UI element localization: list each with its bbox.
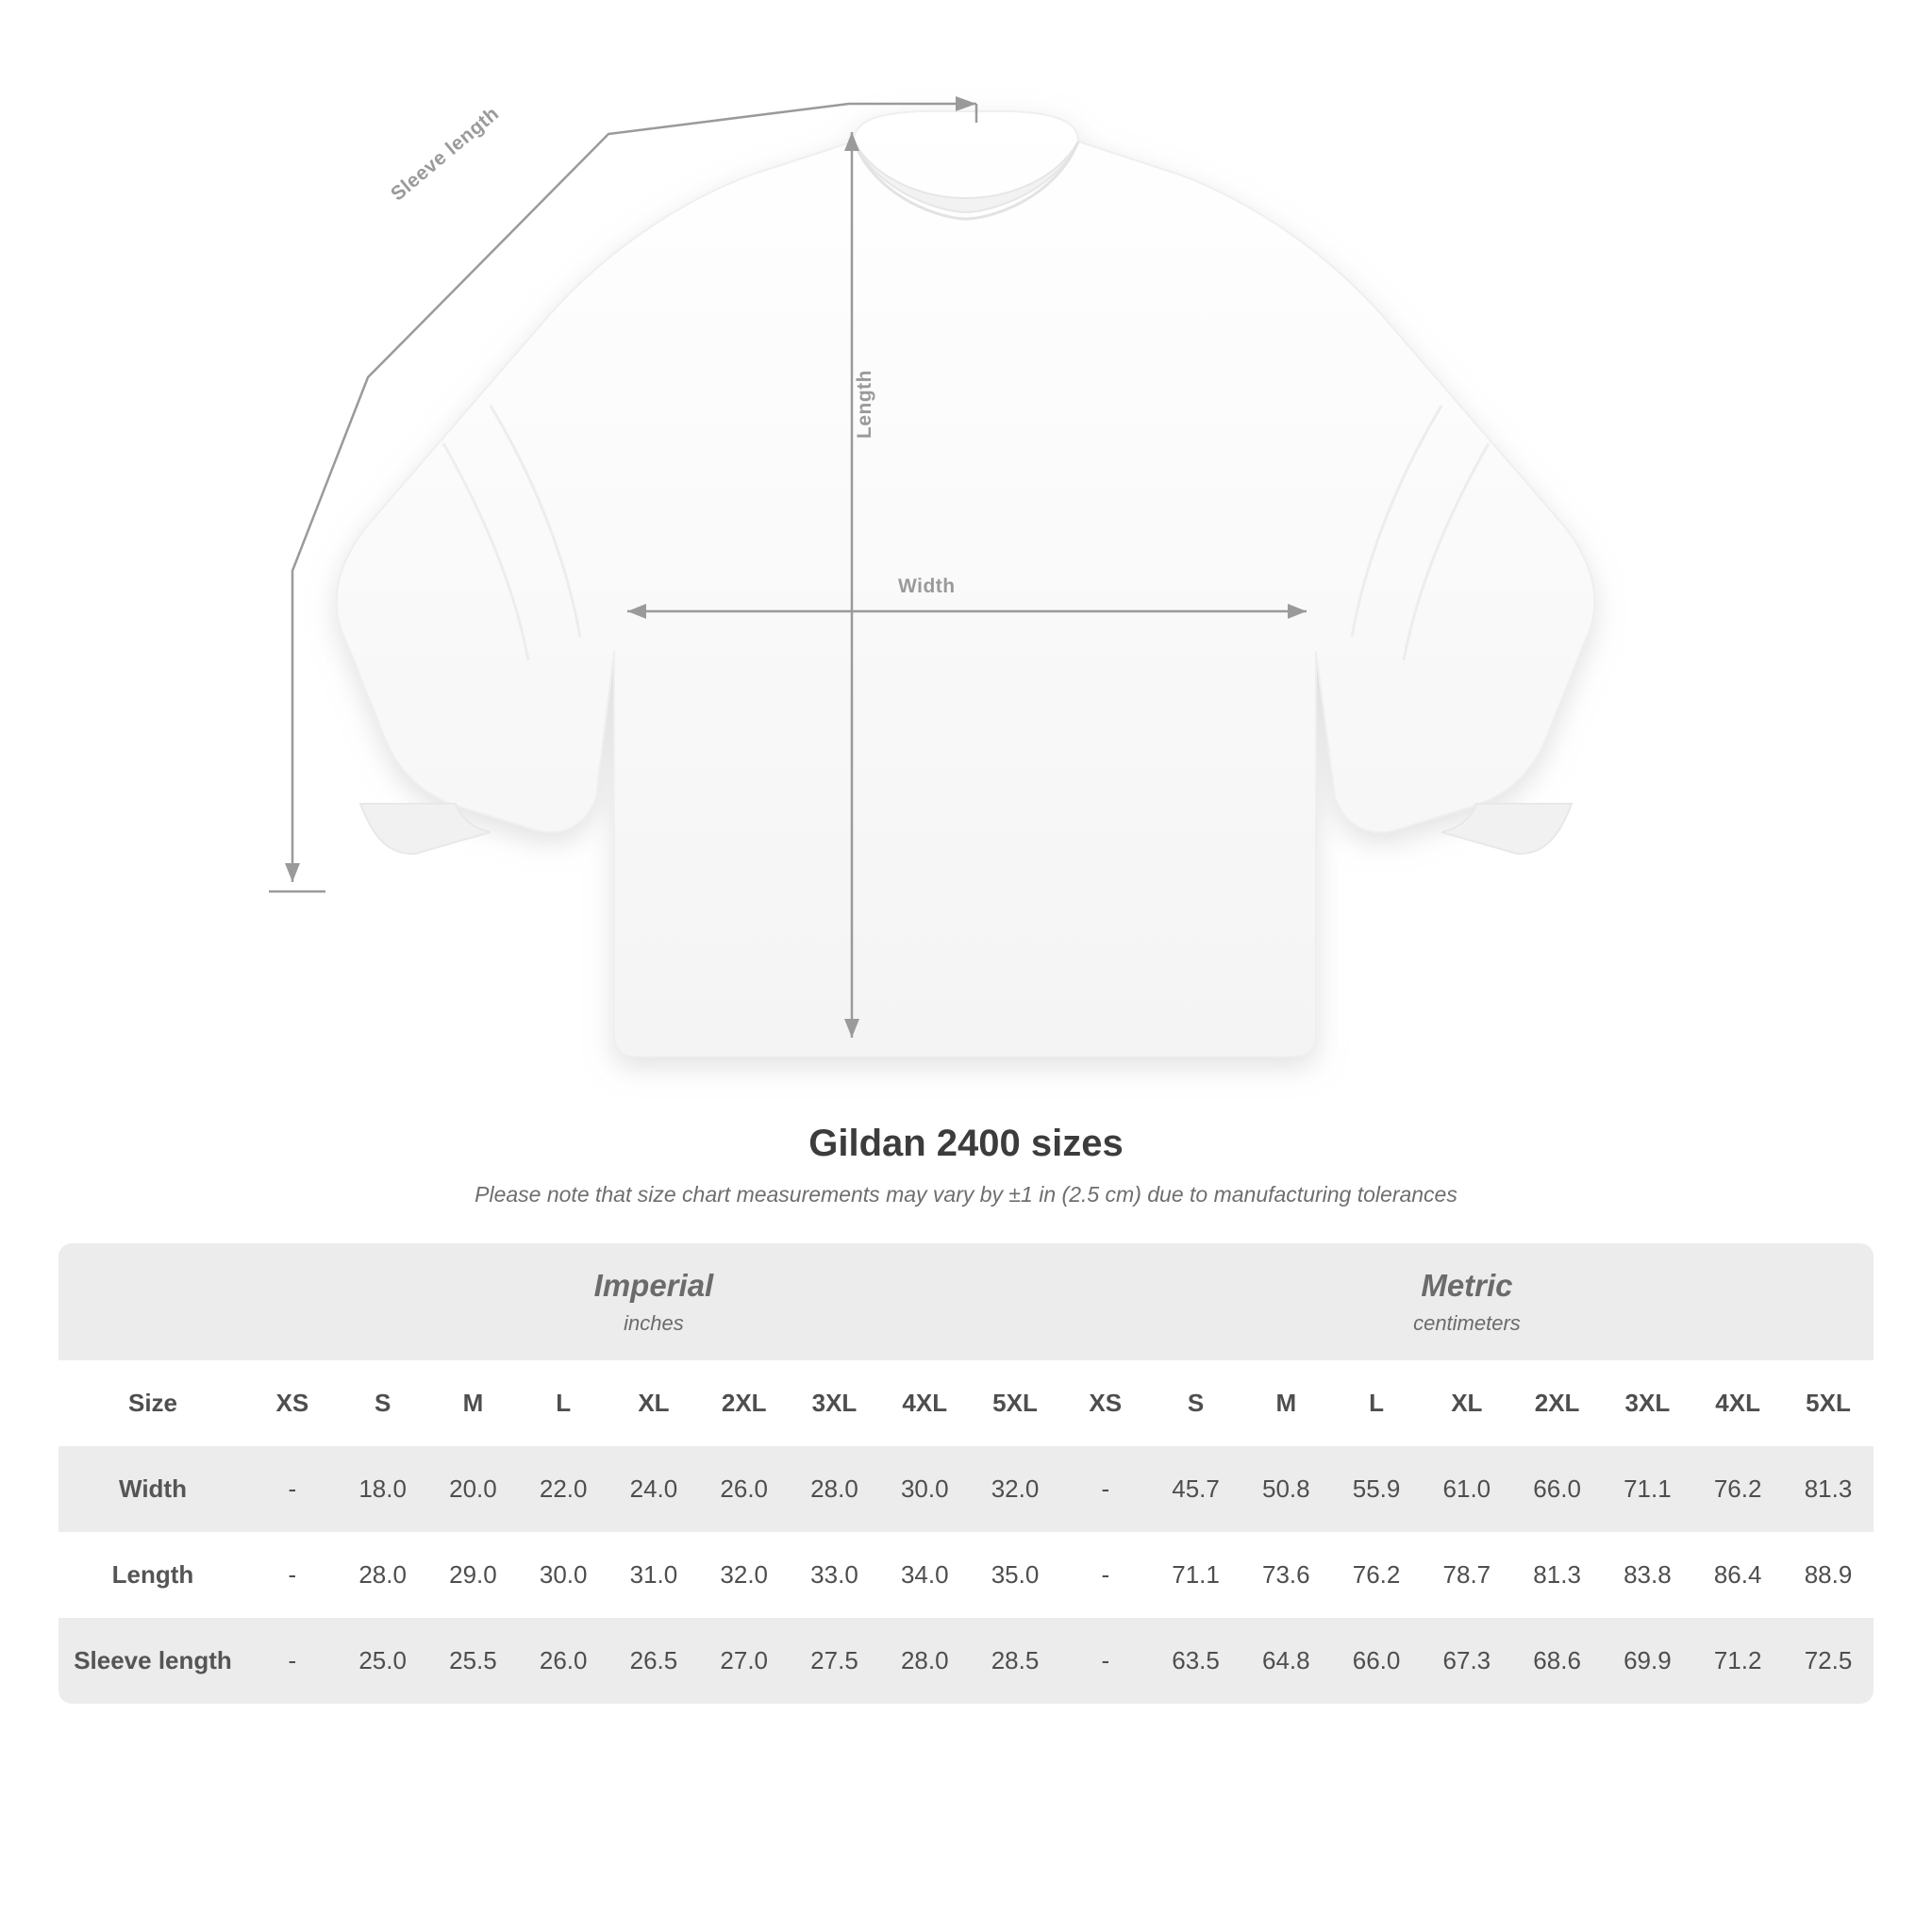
cell-sleeve-metric-s: 63.5 [1151, 1618, 1241, 1704]
right-cuff [1441, 804, 1572, 854]
unit-name-imperial: Imperial [593, 1268, 714, 1303]
cell-width-metric-m: 50.8 [1241, 1446, 1331, 1532]
size-header-imperial-3xl: 3XL [790, 1360, 880, 1446]
cell-length-metric-xl: 78.7 [1422, 1532, 1512, 1618]
cell-width-imperial-s: 18.0 [338, 1446, 428, 1532]
unit-corner-cell [58, 1243, 247, 1360]
cell-sleeve-metric-5xl: 72.5 [1783, 1618, 1874, 1704]
cell-length-metric-3xl: 83.8 [1602, 1532, 1692, 1618]
cell-length-metric-l: 76.2 [1331, 1532, 1422, 1618]
table-row [58, 1532, 1874, 1618]
size-header-metric-xl: XL [1422, 1360, 1512, 1446]
size-header-metric-5xl: 5XL [1783, 1360, 1874, 1446]
cell-length-imperial-s: 28.0 [338, 1532, 428, 1618]
cell-width-imperial-xs: - [247, 1446, 338, 1532]
cell-sleeve-metric-xs: - [1060, 1618, 1151, 1704]
cell-sleeve-metric-2xl: 68.6 [1512, 1618, 1603, 1704]
cell-sleeve-imperial-2xl: 27.0 [699, 1618, 790, 1704]
sleeve-length-dimension-label: Sleeve length [387, 102, 504, 206]
cell-width-metric-xl: 61.0 [1422, 1446, 1512, 1532]
size-header-imperial-l: L [518, 1360, 608, 1446]
size-header-metric-s: S [1151, 1360, 1241, 1446]
size-header-imperial-xl: XL [608, 1360, 699, 1446]
cell-sleeve-imperial-3xl: 27.5 [790, 1618, 880, 1704]
cell-sleeve-imperial-4xl: 28.0 [879, 1618, 970, 1704]
cell-sleeve-imperial-s: 25.0 [338, 1618, 428, 1704]
cell-sleeve-imperial-l: 26.0 [518, 1618, 608, 1704]
cell-width-imperial-m: 20.0 [428, 1446, 519, 1532]
cell-length-metric-5xl: 88.9 [1783, 1532, 1874, 1618]
cell-length-imperial-xl: 31.0 [608, 1532, 699, 1618]
cell-width-imperial-5xl: 32.0 [970, 1446, 1060, 1532]
cell-length-imperial-3xl: 33.0 [790, 1532, 880, 1618]
cell-length-metric-s: 71.1 [1151, 1532, 1241, 1618]
size-header-metric-m: M [1241, 1360, 1331, 1446]
cell-width-metric-l: 55.9 [1331, 1446, 1422, 1532]
size-header-imperial-m: M [428, 1360, 519, 1446]
cell-length-imperial-4xl: 34.0 [879, 1532, 970, 1618]
size-header-imperial-5xl: 5XL [970, 1360, 1060, 1446]
cell-sleeve-imperial-xl: 26.5 [608, 1618, 699, 1704]
cell-length-imperial-2xl: 32.0 [699, 1532, 790, 1618]
cell-sleeve-metric-m: 64.8 [1241, 1618, 1331, 1704]
cell-sleeve-metric-4xl: 71.2 [1692, 1618, 1783, 1704]
unit-sub-imperial: inches [624, 1311, 684, 1335]
size-table-wrapper [58, 1243, 1874, 1704]
cell-width-metric-xs: - [1060, 1446, 1151, 1532]
cell-width-imperial-4xl: 30.0 [879, 1446, 970, 1532]
page-subtitle: Please note that size chart measurements may vary by ±1 in (2.5 cm) due to manufacturing tolerances [475, 1182, 1457, 1207]
size-header-metric-4xl: 4XL [1692, 1360, 1783, 1446]
size-header-row [58, 1360, 1874, 1446]
cell-sleeve-imperial-m: 25.5 [428, 1618, 519, 1704]
table-row [58, 1446, 1874, 1532]
unit-header-row [58, 1243, 1874, 1360]
size-header-imperial-4xl: 4XL [879, 1360, 970, 1446]
unit-group-imperial [247, 1243, 1060, 1360]
size-header-metric-2xl: 2XL [1512, 1360, 1603, 1446]
width-dimension-label: Width [898, 575, 956, 597]
cell-length-metric-xs: - [1060, 1532, 1151, 1618]
size-header-metric-3xl: 3XL [1602, 1360, 1692, 1446]
cell-length-metric-4xl: 86.4 [1692, 1532, 1783, 1618]
row-label-length: Length [58, 1532, 247, 1618]
cell-width-metric-s: 45.7 [1151, 1446, 1241, 1532]
size-header-imperial-s: S [338, 1360, 428, 1446]
left-cuff [360, 804, 491, 854]
title-block [0, 1123, 1932, 1208]
unit-sub-metric: centimeters [1413, 1311, 1521, 1335]
cell-length-imperial-m: 29.0 [428, 1532, 519, 1618]
cell-length-metric-2xl: 81.3 [1512, 1532, 1603, 1618]
cell-width-metric-2xl: 66.0 [1512, 1446, 1603, 1532]
row-label-sleeve-length: Sleeve length [58, 1618, 247, 1704]
table-row [58, 1618, 1874, 1704]
cell-width-metric-5xl: 81.3 [1783, 1446, 1874, 1532]
cell-width-imperial-2xl: 26.0 [699, 1446, 790, 1532]
cell-width-metric-3xl: 71.1 [1602, 1446, 1692, 1532]
cell-sleeve-metric-l: 66.0 [1331, 1618, 1422, 1704]
cell-length-imperial-5xl: 35.0 [970, 1532, 1060, 1618]
row-label-width: Width [58, 1446, 247, 1532]
size-table [58, 1243, 1874, 1704]
size-header-imperial-xs: XS [247, 1360, 338, 1446]
size-header-imperial-2xl: 2XL [699, 1360, 790, 1446]
cell-width-metric-4xl: 76.2 [1692, 1446, 1783, 1532]
cell-sleeve-imperial-5xl: 28.5 [970, 1618, 1060, 1704]
cell-sleeve-metric-xl: 67.3 [1422, 1618, 1512, 1704]
cell-length-metric-m: 73.6 [1241, 1532, 1331, 1618]
cell-length-imperial-xs: - [247, 1532, 338, 1618]
cell-width-imperial-l: 22.0 [518, 1446, 608, 1532]
size-header-metric-xs: XS [1060, 1360, 1151, 1446]
unit-name-metric: Metric [1421, 1268, 1513, 1303]
cell-width-imperial-xl: 24.0 [608, 1446, 699, 1532]
length-dimension-label: Length [854, 370, 875, 439]
size-header-metric-l: L [1331, 1360, 1422, 1446]
page-title: Gildan 2400 sizes [808, 1123, 1124, 1164]
cell-length-imperial-l: 30.0 [518, 1532, 608, 1618]
cell-sleeve-metric-3xl: 69.9 [1602, 1618, 1692, 1704]
unit-group-metric [1060, 1243, 1874, 1360]
cell-sleeve-imperial-xs: - [247, 1618, 338, 1704]
cell-width-imperial-3xl: 28.0 [790, 1446, 880, 1532]
size-label-cell: Size [58, 1360, 247, 1446]
